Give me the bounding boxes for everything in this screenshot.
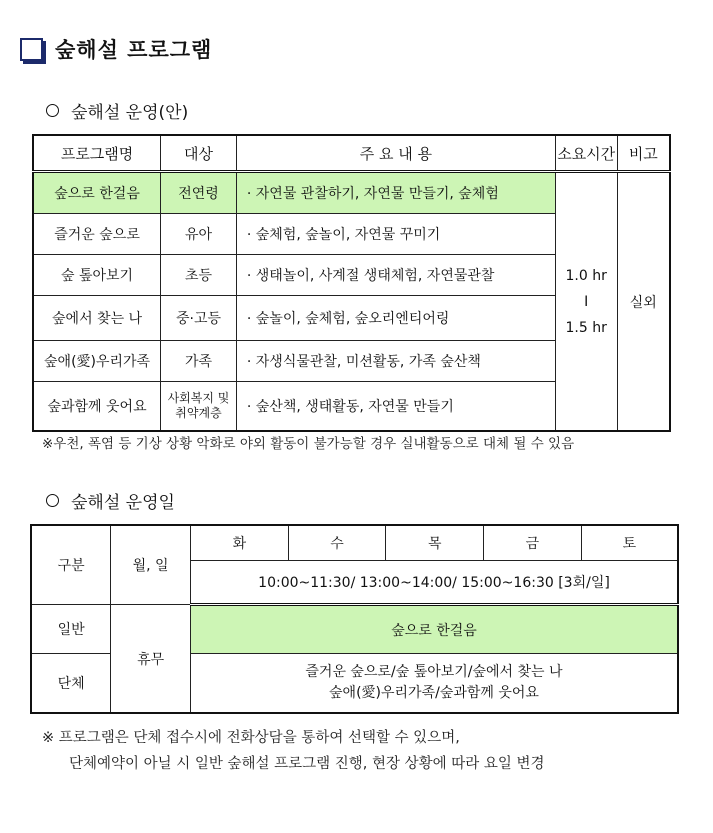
reservation-note-line2: 단체예약이 아닐 시 일반 숲해설 프로그램 진행, 현장 상황에 따라 요일 변경: [69, 756, 545, 772]
group-programs: [190, 654, 678, 714]
reservation-note-line1: ※ 프로그램은 단체 접수시에 전화상담을 통하여 선택할 수 있으며,: [42, 730, 460, 746]
circle-bullet-icon: [46, 494, 59, 507]
program-target: 초등: [161, 255, 237, 296]
weather-note: ※우천, 폭염 등 기상 상황 악화로 야외 활동이 불가능할 경우 실내활동으로 대체 될 수 있음: [42, 436, 575, 452]
header-type: 구분: [31, 525, 111, 605]
header-program: 프로그램명: [33, 135, 161, 172]
group-programs-line1: 즐거운 숲으로/숲 톺아보기/숲에서 찾는 나: [305, 664, 563, 680]
program-name: 숲 톺아보기: [33, 255, 161, 296]
header-target: 대상: [161, 135, 237, 172]
remark-cell: 실외: [617, 172, 670, 432]
program-content: · 자생식물관찰, 미션활동, 가족 숲산책: [236, 341, 555, 382]
header-remark: 비고: [617, 135, 670, 172]
program-content: · 숲산책, 생태활동, 자연물 만들기: [236, 382, 555, 432]
duration-cell: [555, 172, 617, 432]
day-fri: 금: [484, 525, 582, 561]
header-mon-sun: 월, 일: [111, 525, 191, 605]
schedule-row-general: [31, 605, 678, 654]
section2-heading: [46, 488, 175, 513]
program-name: 숲에서 찾는 나: [33, 296, 161, 341]
general-program: 숲으로 한걸음: [190, 605, 678, 654]
day-wed: 수: [288, 525, 386, 561]
type-general: 일반: [31, 605, 111, 654]
program-target: 사회복지 및 취약계층: [161, 382, 237, 432]
reservation-note: [42, 725, 545, 777]
type-group: 단체: [31, 654, 111, 714]
duration-mid: I: [584, 293, 589, 310]
table-header-row: [33, 135, 670, 172]
program-content: · 생태놀이, 사계절 생태체험, 자연물관찰: [236, 255, 555, 296]
program-name: 숲과함께 웃어요: [33, 382, 161, 432]
day-thu: 목: [386, 525, 484, 561]
program-target: 유아: [161, 214, 237, 255]
group-programs-line2: 숲애(愛)우리가족/숲과함께 웃어요: [329, 685, 539, 701]
duration-top: 1.0 hr: [565, 267, 607, 284]
schedule-header-row: [31, 525, 678, 561]
page-title-text: 숲해설 프로그램: [55, 38, 213, 62]
schedule-table: [30, 524, 679, 714]
program-target: 가족: [161, 341, 237, 382]
program-content: · 자연물 관찰하기, 자연물 만들기, 숲체험: [236, 172, 555, 214]
program-content: · 숲놀이, 숲체험, 숲오리엔티어링: [236, 296, 555, 341]
program-target: 중·고등: [161, 296, 237, 341]
circle-bullet-icon: [46, 104, 59, 117]
section1-heading-text: 숲해설 운영(안): [71, 103, 189, 123]
program-target: 전연령: [161, 172, 237, 214]
day-tue: 화: [190, 525, 288, 561]
table-row: [33, 172, 670, 214]
program-name: 숲으로 한걸음: [33, 172, 161, 214]
section2-heading-text: 숲해설 운영일: [71, 493, 175, 513]
day-sat: 토: [581, 525, 678, 561]
header-time: 소요시간: [555, 135, 617, 172]
program-name: 숲애(愛)우리가족: [33, 341, 161, 382]
page-title: [20, 34, 212, 64]
closed-cell: 휴무: [111, 605, 191, 714]
checkbox-square-icon: [20, 38, 43, 61]
session-times: 10:00~11:30/ 13:00~14:00/ 15:00~16:30 [3회/일]: [190, 561, 678, 605]
header-content: 주 요 내 용: [236, 135, 555, 172]
duration-bottom: 1.5 hr: [565, 319, 607, 336]
program-table: [32, 134, 671, 432]
program-name: 즐거운 숲으로: [33, 214, 161, 255]
program-content: · 숲체험, 숲놀이, 자연물 꾸미기: [236, 214, 555, 255]
section1-heading: [46, 98, 188, 123]
